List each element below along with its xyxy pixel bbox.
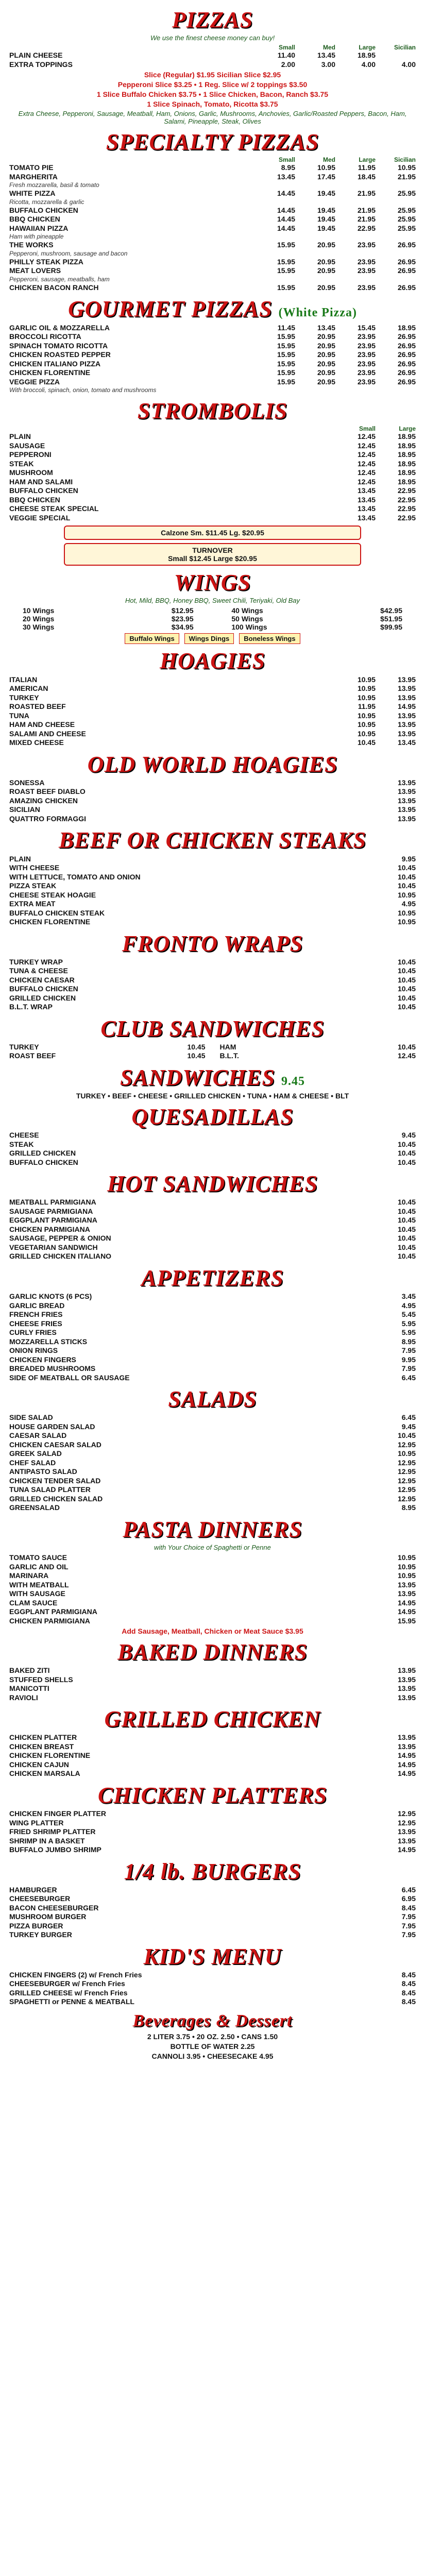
menu-item: ROASTED BEEF 11.95 14.95 xyxy=(9,702,416,711)
menu-item: MEAT LOVERS Pepperoni, sausage, meatballs, ham 15.95 20.95 23.95 26.95 xyxy=(9,266,416,283)
menu-item: TUNA SALAD PLATTER 12.95 xyxy=(9,1485,416,1494)
menu-item: CHICKEN MARSALA 14.95 xyxy=(9,1769,416,1778)
appetizers-table xyxy=(7,1292,418,1382)
old-world-title: OLD WORLD HOAGIES xyxy=(87,751,338,777)
pizzas-title: PIZZAS xyxy=(172,7,253,32)
menu-item: CHICKEN BREAST 13.95 xyxy=(9,1742,416,1751)
menu-item: THE WORKS Pepperoni, mushroom, sausage and bacon 15.95 20.95 23.95 26.95 xyxy=(9,241,416,257)
menu-item: CHICKEN CAESAR 10.45 xyxy=(9,975,416,984)
menu-item: TURKEY 10.45 xyxy=(9,1042,206,1051)
menu-item: PHILLY STEAK PIZZA 15.95 20.95 23.95 26.95 xyxy=(9,257,416,266)
menu-item: BBQ CHICKEN 13.45 22.95 xyxy=(9,495,416,504)
menu-item: FRENCH FRIES 5.45 xyxy=(9,1310,416,1319)
beverages-title: Beverages & Dessert xyxy=(132,2011,293,2030)
hot-sandwiches-title: HOT SANDWICHES xyxy=(107,1171,318,1197)
menu-item: CHICKEN TENDER SALAD 12.95 xyxy=(9,1476,416,1485)
menu-item: 50 Wings $51.95 xyxy=(231,615,402,623)
menu-item: BROCCOLI RICOTTA 15.95 20.95 23.95 26.95 xyxy=(9,332,416,341)
menu-item: CHICKEN CAJUN 14.95 xyxy=(9,1760,416,1769)
menu-item: AMERICAN 10.95 13.95 xyxy=(9,684,416,693)
menu-item: CHICKEN FINGERS (2) w/ French Fries 8.45 xyxy=(9,1970,416,1979)
club-list xyxy=(7,1043,418,1061)
calzone-box: Calzone Sm. $11.45 Lg. $20.95 xyxy=(64,526,362,540)
hot-sandwiches-table xyxy=(7,1198,418,1261)
menu-item: TOMATO PIE 8.95 10.95 11.95 10.95 xyxy=(9,163,416,172)
menu-item: TURKEY BURGER 7.95 xyxy=(9,1930,416,1939)
menu-item: CHICKEN FINGER PLATTER 12.95 xyxy=(9,1809,416,1818)
menu-item: GRILLED CHICKEN 10.45 xyxy=(9,993,416,1002)
kids-table xyxy=(7,1971,418,2007)
menu-item: EXTRA TOPPINGS 2.00 3.00 4.00 4.00 xyxy=(9,60,416,69)
wings-prices xyxy=(7,606,418,631)
menu-item: GARLIC KNOTS (6 PCS) 3.45 xyxy=(9,1292,416,1301)
menu-item: CHEESEBURGER w/ French Fries 8.45 xyxy=(9,1979,416,1988)
old-world-table xyxy=(7,778,418,824)
menu-item: 100 Wings $99.95 xyxy=(231,623,402,632)
menu-item: VEGETARIAN SANDWICH 10.45 xyxy=(9,1243,416,1251)
menu-item: PIZZA BURGER 7.95 xyxy=(9,1921,416,1930)
menu-item: BAKED ZITI 13.95 xyxy=(9,1666,416,1675)
platters-table xyxy=(7,1809,418,1855)
menu-item: BUFFALO CHICKEN 14.45 19.45 21.95 25.95 xyxy=(9,206,416,214)
menu-item: SAUSAGE, PEPPER & ONION 10.45 xyxy=(9,1234,416,1243)
wing-types: Buffalo Wings Wings Dings Boneless Wings xyxy=(7,633,418,644)
menu-item: CHICKEN FLORENTINE 10.95 xyxy=(9,918,416,926)
quesadillas-title: QUESADILLAS xyxy=(131,1104,294,1130)
salads-title: SALADS xyxy=(168,1386,257,1412)
menu-item: SPAGHETTI or PENNE & MEATBALL 8.45 xyxy=(9,1997,416,2006)
menu-item: PLAIN 9.95 xyxy=(9,854,416,863)
pasta-note: with Your Choice of Spaghetti or Penne xyxy=(154,1544,271,1551)
menu-item: SAUSAGE PARMIGIANA 10.45 xyxy=(9,1207,416,1215)
dessert-line: CANNOLI 3.95 • CHEESECAKE 4.95 xyxy=(151,2052,274,2060)
menu-item: MUSHROOM 12.45 18.95 xyxy=(9,468,416,477)
promo-line: 1 Slice Spinach, Tomato, Ricotta $3.75 xyxy=(147,100,278,109)
promo-line: 1 Slice Buffalo Chicken $3.75 • 1 Slice Chicken, Bacon, Ranch $3.75 xyxy=(96,90,329,99)
menu-item: CHICKEN FLORENTINE 15.95 20.95 23.95 26.95 xyxy=(9,368,416,377)
menu-item: SIDE SALAD 6.45 xyxy=(9,1413,416,1422)
menu-item: CHICKEN BACON RANCH 15.95 20.95 23.95 26.95 xyxy=(9,283,416,292)
menu-item: PLAIN 12.45 18.95 xyxy=(9,432,416,441)
menu-item: SONESSA 13.95 xyxy=(9,778,416,787)
menu-item: PEPPERONI 12.45 18.95 xyxy=(9,450,416,459)
menu-item: STUFFED SHELLS 13.95 xyxy=(9,1675,416,1684)
menu-item: PIZZA STEAK 10.45 xyxy=(9,882,416,890)
menu-item: TUNA 10.95 13.95 xyxy=(9,711,416,720)
menu-item: HAWAIIAN PIZZA Ham with pineapple 14.45 19.45 22.95 25.95 xyxy=(9,224,416,241)
menu-item: 10 Wings $12.95 xyxy=(23,606,194,615)
turnover-box: TURNOVER Small $12.45 Large $20.95 xyxy=(64,543,362,566)
menu-item: BUFFALO CHICKEN 10.45 xyxy=(9,1158,416,1166)
menu-item: BUFFALO CHICKEN 10.45 xyxy=(9,985,416,993)
promo-line: Pepperoni Slice $3.25 • 1 Reg. Slice w/ 2 toppings $3.50 xyxy=(117,80,308,89)
menu-item: CURLY FRIES 5.95 xyxy=(9,1328,416,1337)
menu-item: PLAIN CHEESE 11.40 13.45 18.95 xyxy=(9,51,376,60)
menu-item: EXTRA MEAT 4.95 xyxy=(9,900,416,908)
menu-item: MANICOTTI 13.95 xyxy=(9,1684,416,1693)
salads-table xyxy=(7,1413,418,1513)
beverages-line: 2 LITER 3.75 • 20 OZ. 2.50 • CANS 1.50 xyxy=(147,2032,278,2041)
menu-item: MOZZARELLA STICKS 8.95 xyxy=(9,1337,416,1346)
menu-item: WITH CHEESE 10.45 xyxy=(9,863,416,872)
pasta-addon: Add Sausage, Meatball, Chicken or Meat Sauce $3.95 xyxy=(122,1627,303,1635)
menu-item: CHICKEN PARMIGIANA 10.45 xyxy=(9,1225,416,1233)
club-title: CLUB SANDWICHES xyxy=(100,1015,325,1041)
menu-item: EGGPLANT PARMIGIANA 14.95 xyxy=(9,1607,416,1616)
strombolis-title: STROMBOLIS xyxy=(137,398,288,424)
menu-item: BBQ CHICKEN 14.45 19.45 21.95 25.95 xyxy=(9,215,416,224)
burgers-title: 1/4 lb. BURGERS xyxy=(124,1858,301,1884)
specialty-title: SPECIALTY PIZZAS xyxy=(106,129,319,155)
wraps-title: FRONTO WRAPS xyxy=(122,930,303,956)
slice-line: Slice (Regular) $1.95 Sicilian Slice $2.95 xyxy=(144,71,281,79)
menu-item: 20 Wings $23.95 xyxy=(23,615,194,623)
menu-item: MUSHROOM BURGER 7.95 xyxy=(9,1912,416,1921)
menu-item: CHEESE STEAK SPECIAL 13.45 22.95 xyxy=(9,504,416,513)
water-line: BOTTLE OF WATER 2.25 xyxy=(170,2042,255,2050)
menu-item: QUATTRO FORMAGGI 13.95 xyxy=(9,814,416,823)
menu-item: SPINACH TOMATO RICOTTA 15.95 20.95 23.95 26.95 xyxy=(9,341,416,350)
menu-item: CHEESE STEAK HOAGIE 10.95 xyxy=(9,890,416,899)
menu-item: CHEESEBURGER 6.95 xyxy=(9,1894,416,1903)
baked-title: BAKED DINNERS xyxy=(117,1639,308,1665)
menu-item: TURKEY WRAP 10.45 xyxy=(9,957,416,966)
menu-item: CHICKEN PARMIGIANA 15.95 xyxy=(9,1616,416,1625)
menu-item: HAMBURGER 6.45 xyxy=(9,1885,416,1894)
hoagies-table xyxy=(7,675,418,748)
menu-item: STEAK 10.45 xyxy=(9,1140,416,1148)
menu-item: ROAST BEEF 10.45 xyxy=(9,1052,206,1060)
menu-item: CLAM SAUCE 14.95 xyxy=(9,1598,416,1607)
menu-item: WITH SAUSAGE 13.95 xyxy=(9,1589,416,1598)
menu-item: BUFFALO CHICKEN STEAK 10.95 xyxy=(9,908,416,917)
menu-item: TUNA & CHEESE 10.45 xyxy=(9,967,416,975)
menu-item: ROAST BEEF DIABLO 13.95 xyxy=(9,787,416,796)
menu-item: VEGGIE SPECIAL 13.45 22.95 xyxy=(9,513,416,522)
menu-item: CHEESE FRIES 5.95 xyxy=(9,1319,416,1328)
menu-item: GARLIC BREAD 4.95 xyxy=(9,1301,416,1310)
sandwich-options: TURKEY • BEEF • CHEESE • GRILLED CHICKEN • TUNA • HAM & CHEESE • BLT xyxy=(76,1092,349,1100)
menu-item: SAUSAGE 12.45 18.95 xyxy=(9,441,416,450)
menu-item: BACON CHEESEBURGER 8.45 xyxy=(9,1903,416,1912)
menu-item: MARINARA 10.95 xyxy=(9,1571,416,1580)
menu-item: TOMATO SAUCE 10.95 xyxy=(9,1553,416,1562)
menu-item: SIDE OF MEATBALL OR SAUSAGE 6.45 xyxy=(9,1373,416,1382)
menu-item: ANTIPASTO SALAD 12.95 xyxy=(9,1467,416,1476)
grilled-title: GRILLED CHICKEN xyxy=(104,1706,321,1732)
menu-item: CHICKEN FLORENTINE 14.95 xyxy=(9,1751,416,1760)
menu-item: SALAMI AND CHEESE 10.95 13.95 xyxy=(9,729,416,738)
appetizers-title: APPETIZERS xyxy=(141,1265,284,1291)
menu-item: RAVIOLI 13.95 xyxy=(9,1693,416,1702)
quesadillas-table xyxy=(7,1131,418,1167)
menu-item: CHICKEN ITALIANO PIZZA 15.95 20.95 23.95 26.95 xyxy=(9,359,416,368)
menu-item: WITH LETTUCE, TOMATO AND ONION 10.45 xyxy=(9,872,416,881)
menu-item: TURKEY 10.95 13.95 xyxy=(9,693,416,702)
gourmet-title: GOURMET PIZZAS (White Pizza) xyxy=(68,296,357,322)
pizzas-table: Small Med Large Sicilian PLAIN CHEESE 11.40 13.45 18.95 EXTRA TOPPINGS 2.00 3.00 4.00 4.00 xyxy=(7,44,418,69)
gourmet-table xyxy=(7,324,418,395)
menu-item: CHICKEN PLATTER 13.95 xyxy=(9,1733,416,1742)
burgers-table xyxy=(7,1886,418,1940)
menu-item: CHEESE 9.45 xyxy=(9,1131,416,1140)
menu-item: GREEK SALAD 10.95 xyxy=(9,1449,416,1458)
menu-item: GRILLED CHEESE w/ French Fries 8.45 xyxy=(9,1988,416,1997)
wraps-table xyxy=(7,958,418,1012)
steaks-title: BEEF OR CHICKEN STEAKS xyxy=(58,827,367,853)
menu-item: EGGPLANT PARMIGIANA 10.45 xyxy=(9,1216,416,1225)
menu-item: CHICKEN ROASTED PEPPER 15.95 20.95 23.95 26.95 xyxy=(9,350,416,359)
menu-item: WITH MEATBALL 13.95 xyxy=(9,1580,416,1589)
baked-table xyxy=(7,1666,418,1702)
menu-item: GRILLED CHICKEN 10.45 xyxy=(9,1149,416,1158)
menu-item: HAM AND CHEESE 10.95 13.95 xyxy=(9,720,416,729)
hoagies-title: HOAGIES xyxy=(159,648,266,674)
platters-title: CHICKEN PLATTERS xyxy=(97,1782,328,1808)
steaks-table xyxy=(7,855,418,927)
menu-item: BUFFALO JUMBO SHRIMP 14.95 xyxy=(9,1845,416,1854)
specialty-table: Small Med Large Sicilian TOMATO PIE 8.95 10.95 11.95 10.95 MARGHERITA Fresh mozzarella, basil & tomato 13.45 17.45 18.45 21.95 WHITE PIZZA Ricotta, mozzarella & garlic 14.45 19.45 21.95 25.95 BUFFALO CHICKEN 14.45 19.45 21.95 25.95 BBQ CHICKEN 14.45 19.45 21.95 25.95 HAWAIIAN PIZZA Ham with pineapple 14.45 19.45 22.95 25.95 THE WORKS Pepperoni, mushroom, sausage and bacon 15.95 20.95 23.95 26.95 PHILLY STEAK PIZZA 15.95 20.95 23.95 26.95 MEAT LOVERS Pepperoni, sausage, meatballs, ham 15.95 20.95 23.95 26.95 CHICKEN BACON RANCH 15.95 20.95 23.95 26.95 xyxy=(7,156,418,292)
strombolis-table: Small Large PLAIN 12.45 18.95 SAUSAGE 12.45 18.95 PEPPERONI 12.45 18.95 STEAK 12.45 18.95 MUSHROOM 12.45 18.95 HAM AND SALAMI 12.45 18.95 BUFFALO CHICKEN 13.45 22.95 BBQ CHICKEN 13.45 22.95 CHEESE STEAK SPECIAL 13.45 22.95 VEGGIE SPECIAL 13.45 22.95 xyxy=(7,425,418,522)
pasta-table xyxy=(7,1553,418,1625)
menu-item: VEGGIE PIZZA With broccoli, spinach, onion, tomato and mushrooms 15.95 20.95 23.95 26.95 xyxy=(9,377,416,394)
menu-item: 30 Wings $34.95 xyxy=(23,623,194,632)
menu-item: GREENSALAD 8.95 xyxy=(9,1503,416,1512)
pizzas-note: We use the finest cheese money can buy! xyxy=(150,34,275,42)
menu-item: BREADED MUSHROOMS 7.95 xyxy=(9,1364,416,1373)
menu-item: MIXED CHEESE 10.45 13.45 xyxy=(9,738,416,747)
grilled-table xyxy=(7,1733,418,1778)
toppings-list: Extra Cheese, Pepperoni, Sausage, Meatball, Ham, Onions, Garlic, Mushrooms, Anchovies, Garlic/Roasted Peppers, Bacon, Ham, Salami, Pineapple, Steak, Olives xyxy=(18,110,407,126)
menu-item: STEAK 12.45 18.95 xyxy=(9,459,416,468)
menu-item: B.L.T. 12.45 xyxy=(219,1052,416,1060)
menu-item: GRILLED CHICKEN ITALIANO 10.45 xyxy=(9,1252,416,1261)
menu-item: CHICKEN FINGERS 9.95 xyxy=(9,1355,416,1364)
menu-item: AMAZING CHICKEN 13.95 xyxy=(9,796,416,805)
wings-note: Hot, Mild, BBQ, Honey BBQ, Sweet Chili, Teriyaki, Old Bay xyxy=(125,597,300,605)
menu-item: MEATBALL PARMIGIANA 10.45 xyxy=(9,1198,416,1207)
menu-item: ONION RINGS 7.95 xyxy=(9,1346,416,1355)
menu-item: HOUSE GARDEN SALAD 9.45 xyxy=(9,1422,416,1431)
menu-item: HAM 10.45 xyxy=(219,1042,416,1051)
menu-item: GARLIC AND OIL 10.95 xyxy=(9,1562,416,1571)
menu-item: SHRIMP IN A BASKET 13.95 xyxy=(9,1836,416,1845)
menu-item: GRILLED CHICKEN SALAD 12.95 xyxy=(9,1494,416,1503)
menu-item: WING PLATTER 12.95 xyxy=(9,1818,416,1827)
menu-item: HAM AND SALAMI 12.45 18.95 xyxy=(9,477,416,486)
menu-item: CAESAR SALAD 10.45 xyxy=(9,1431,416,1440)
wings-title: WINGS xyxy=(174,570,251,596)
menu-item: BUFFALO CHICKEN 13.45 22.95 xyxy=(9,486,416,495)
menu-item: MARGHERITA Fresh mozzarella, basil & tomato 13.45 17.45 18.45 21.95 xyxy=(9,172,416,189)
menu-item: FRIED SHRIMP PLATTER 13.95 xyxy=(9,1827,416,1836)
kids-title: KID'S MENU xyxy=(143,1943,282,1969)
menu-item: CHICKEN CAESAR SALAD 12.95 xyxy=(9,1440,416,1449)
menu-item: GARLIC OIL & MOZZARELLA 11.45 13.45 15.45 18.95 xyxy=(9,323,416,332)
menu-item: SICILIAN 13.95 xyxy=(9,805,416,814)
menu-item: 40 Wings $42.95 xyxy=(231,606,402,615)
menu-item: CHEF SALAD 12.95 xyxy=(9,1458,416,1467)
pasta-title: PASTA DINNERS xyxy=(123,1516,302,1542)
menu-item: B.L.T. WRAP 10.45 xyxy=(9,1003,416,1011)
sandwiches-title: SANDWICHES 9.45 xyxy=(120,1064,305,1090)
menu-item: ITALIAN 10.95 13.95 xyxy=(9,675,416,684)
menu-item: WHITE PIZZA Ricotta, mozzarella & garlic 14.45 19.45 21.95 25.95 xyxy=(9,189,416,206)
